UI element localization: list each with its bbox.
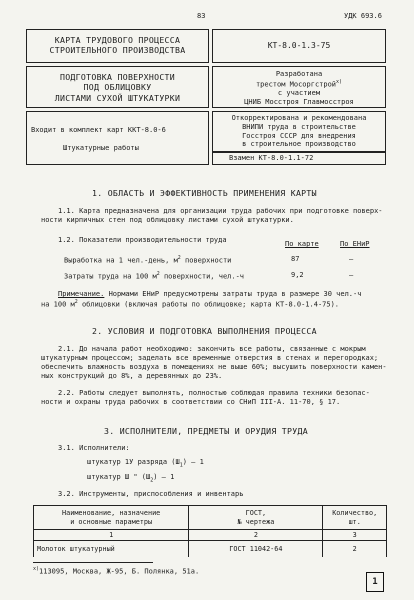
section2-heading: 2. УСЛОВИЯ И ПОДГОТОВКА ВЫПОЛНЕНИЯ ПРОЦЕССА [92, 326, 317, 336]
section1-heading: 1. ОБЛАСТЬ И ЭФФЕКТИВНОСТЬ ПРИМЕНЕНИЯ КАРТЫ [92, 188, 317, 198]
p31-title: 3.1. Исполнители: [58, 444, 130, 452]
p21-line-3: обеспечить влажность воздуха в помещениях не выше 60%; высушить поверхности камен- [41, 363, 387, 371]
tools-table [33, 505, 387, 557]
col-enir-header: По ЕНиР [340, 240, 370, 248]
approved-line-4: в строительное производство [242, 140, 356, 149]
replaces-text: Взамен КТ-8.0-1.1-72 [229, 154, 314, 162]
table-row [34, 541, 387, 557]
p32-title: 3.2. Инструменты, приспособления и инвентарь [58, 490, 244, 498]
table-number-row [34, 530, 387, 541]
subject-box [26, 66, 209, 108]
developed-line-3: с участием [277, 88, 321, 97]
page-box: 1 [366, 572, 384, 592]
row1-enir: – [349, 255, 354, 263]
table-header-row [34, 506, 387, 530]
row2-card: 9,2 [291, 271, 304, 279]
p22-line-1: 2.2. Работы следует выполнять, полностью соблюдая правила техники безопас- [58, 389, 370, 397]
table-header-name: Наименование, назначение и основные параметры [34, 506, 189, 530]
card-title-2: СТРОИТЕЛЬНОГО ПРОИЗВОДСТВА [49, 45, 186, 56]
p22-line-2: ности и охраны труда рабочих в соответствии со СНиП III-А. 11-70, § 17. [41, 398, 341, 406]
table-cell-name: Молоток штукатурный [34, 541, 189, 557]
p11-line-2: ности кирпичных стен под облицовку листами сухой штукатурки. [41, 216, 294, 224]
approved-line-1: Откорректирована и рекомендована [231, 114, 367, 122]
card-code-box [212, 29, 386, 63]
col-card-header: По карте [285, 240, 319, 248]
card-title-box [26, 29, 209, 63]
p21-line-1: 2.1. До начала работ необходимо: закончить все работы, связанные с мокрым [58, 345, 366, 353]
developed-line-4: ЦНИБ Мосстроя Главмосстроя [244, 97, 354, 106]
approved-line-3: Госстроя СССР для внедрения [242, 131, 356, 140]
included-text: Входит в комплект карт ККТ-8.0-6 [31, 126, 166, 134]
table-col-number: 1 [34, 530, 189, 541]
developed-box [212, 66, 386, 108]
page-number: 83 [197, 12, 206, 20]
row1-card: 87 [291, 255, 300, 263]
udk-code: УДК 693.6 [344, 12, 382, 20]
note-line-2: на 100 $м^2$ облицовки (включая работы по облицовке; карта КТ-8.0-1.4-75). [41, 299, 340, 309]
approved-line-2: ВНИПИ труда в строительстве [242, 122, 356, 131]
p21-line-4: ных конструкций до 8%, а деревянных до 23%. [41, 372, 223, 380]
row2-label: Затраты труда на 100 $м^2$ поверхности, чел.-ч [64, 271, 245, 281]
worker-2: штукатур Ш " $(Ш_2) - 1$ [87, 473, 175, 484]
developed-line-1: Разработана [275, 70, 323, 78]
p21-line-2: штукатурным процессом; заделать все временные отверстия в стенах и перегородках; [41, 354, 379, 362]
p11-line-1: 1.1. Карта предназначена для организации труда рабочих при подготовке поверх- [58, 207, 383, 215]
subject-line-1: ПОДГОТОВКА ПОВЕРХНОСТИ [59, 72, 176, 82]
note-line-1: Примечание. Нормами ЕНиР предусмотрены затраты труда в размере 30 чел.-ч [58, 290, 362, 298]
p12-title: 1.2. Показатели производительности труда [58, 236, 227, 244]
table-header-gost: ГОСТ, № чертежа [189, 506, 323, 530]
work-type: Штукатурные работы [63, 144, 139, 152]
card-code: КТ-8.0-1.3-75 [267, 41, 331, 50]
developed-line-2: трестом Мосоргстрой$^{х)}$ [255, 78, 343, 89]
footnote: $^{х)}$113095, Москва, Ж-95, Б. Полянка, 51а. [33, 566, 200, 576]
included-box [26, 111, 209, 165]
table-cell-qty: 2 [323, 541, 387, 557]
subject-line-3: ЛИСТАМИ СУХОЙ ШТУКАТУРКИ [54, 92, 181, 103]
row2-enir: – [349, 271, 354, 279]
table-cell-gost: ГОСТ 11042-64 [189, 541, 323, 557]
approved-box [212, 111, 386, 152]
section3-heading: 3. ИСПОЛНИТЕЛИ, ПРЕДМЕТЫ И ОРУДИЯ ТРУДА [104, 426, 308, 436]
card-title-1: КАРТА ТРУДОВОГО ПРОЦЕССА [54, 35, 181, 45]
footnote-divider [33, 562, 153, 563]
worker-1: штукатур 1У разряда $(Ш_1) - 1$ [87, 458, 204, 469]
subject-line-2: ПОД ОБЛИЦОВКУ [83, 82, 152, 93]
replaces-box [212, 152, 386, 165]
table-col-number: 2 [189, 530, 323, 541]
table-col-number: 3 [323, 530, 387, 541]
row1-label: Выработка на 1 чел.-день, $м^2$ поверхности [64, 255, 232, 265]
table-header-qty: Количество, шт. [323, 506, 387, 530]
